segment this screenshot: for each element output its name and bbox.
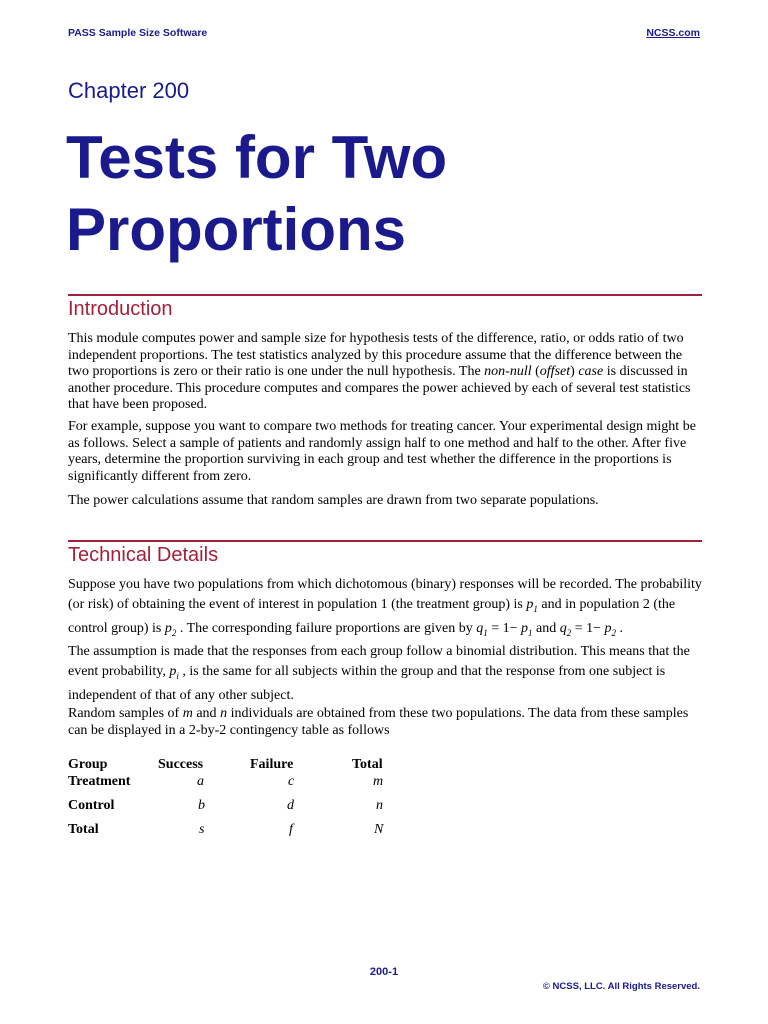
table-header: Total	[352, 757, 383, 772]
table-row-label: Control	[68, 798, 115, 813]
table-cell: N	[374, 822, 384, 837]
intro-paragraph-3: The power calculations assume that random samples are drawn from two separate populations.	[68, 493, 599, 508]
table-cell: s	[199, 822, 205, 837]
ncss-link[interactable]: NCSS.com	[646, 27, 700, 39]
section-heading-introduction: Introduction	[68, 298, 173, 320]
table-header: Failure	[250, 757, 294, 772]
copyright-notice: © NCSS, LLC. All Rights Reserved.	[542, 981, 700, 992]
table-row-label: Total	[68, 822, 99, 837]
table-header: Group	[68, 757, 108, 772]
intro-paragraph-2: For example, suppose you want to compare two methods for treating cancer. Your experimental design might be as follows. Select a sample of patients and randomly assign half to one method and half to the other. After five years, determine the proportion surviving in each group and test whether the difference in the proportions is significantly different from zero.	[68, 419, 696, 484]
page-number: 200-1	[369, 966, 399, 978]
technical-paragraph-3: Random samples of m and n individuals are obtained from these two populations. The data from these samples can be displayed in a 2-by-2 contingency table as follows	[68, 706, 689, 738]
technical-paragraph-1: Suppose you have two populations from which dichotomous (binary) responses will be recorded. The probability (or risk) of obtaining the event of interest in population 1 (the treatment group) is $p_1$ and in population 2 (the control group) is $p_2$ . The corresponding failure proportions are given by $q_1 = 1- p_1$ and $q_2 = 1- p_2$ .	[68, 577, 702, 638]
section-heading-technical-details: Technical Details	[68, 544, 219, 566]
table-row-label: Treatment	[68, 774, 131, 789]
table-cell: n	[376, 798, 383, 813]
table-cell: a	[197, 774, 204, 789]
table-cell: f	[289, 822, 293, 837]
table-cell: m	[373, 774, 384, 789]
table-cell: c	[288, 774, 295, 789]
section-rule	[68, 540, 702, 542]
table-cell: b	[198, 798, 205, 813]
section-rule	[68, 294, 702, 296]
page-title: Tests for Two Proportions	[66, 124, 448, 263]
technical-paragraph-2: The assumption is made that the responses from each group follow a binomial distribution. This means that the event probability, $p_i$ , is the same for all subjects within the group and that the response from one subject is independent of that of any other subject.	[68, 644, 690, 703]
running-header-left: PASS Sample Size Software	[68, 27, 208, 39]
intro-paragraph-1: This module computes power and sample size for hypothesis tests of the difference, ratio, or odds ratio of two independent proportions. The test statistics analyzed by this procedure assume that the difference between the two proportions is zero or their ratio is one under the null hypothesis. The non-null (offset) case is discussed in another procedure. This procedure computes and compares the power achieved by each of several test statistics that have been proposed.	[68, 331, 691, 412]
chapter-label: Chapter 200	[68, 78, 190, 103]
table-cell: d	[287, 798, 294, 813]
table-header: Success	[158, 757, 204, 772]
